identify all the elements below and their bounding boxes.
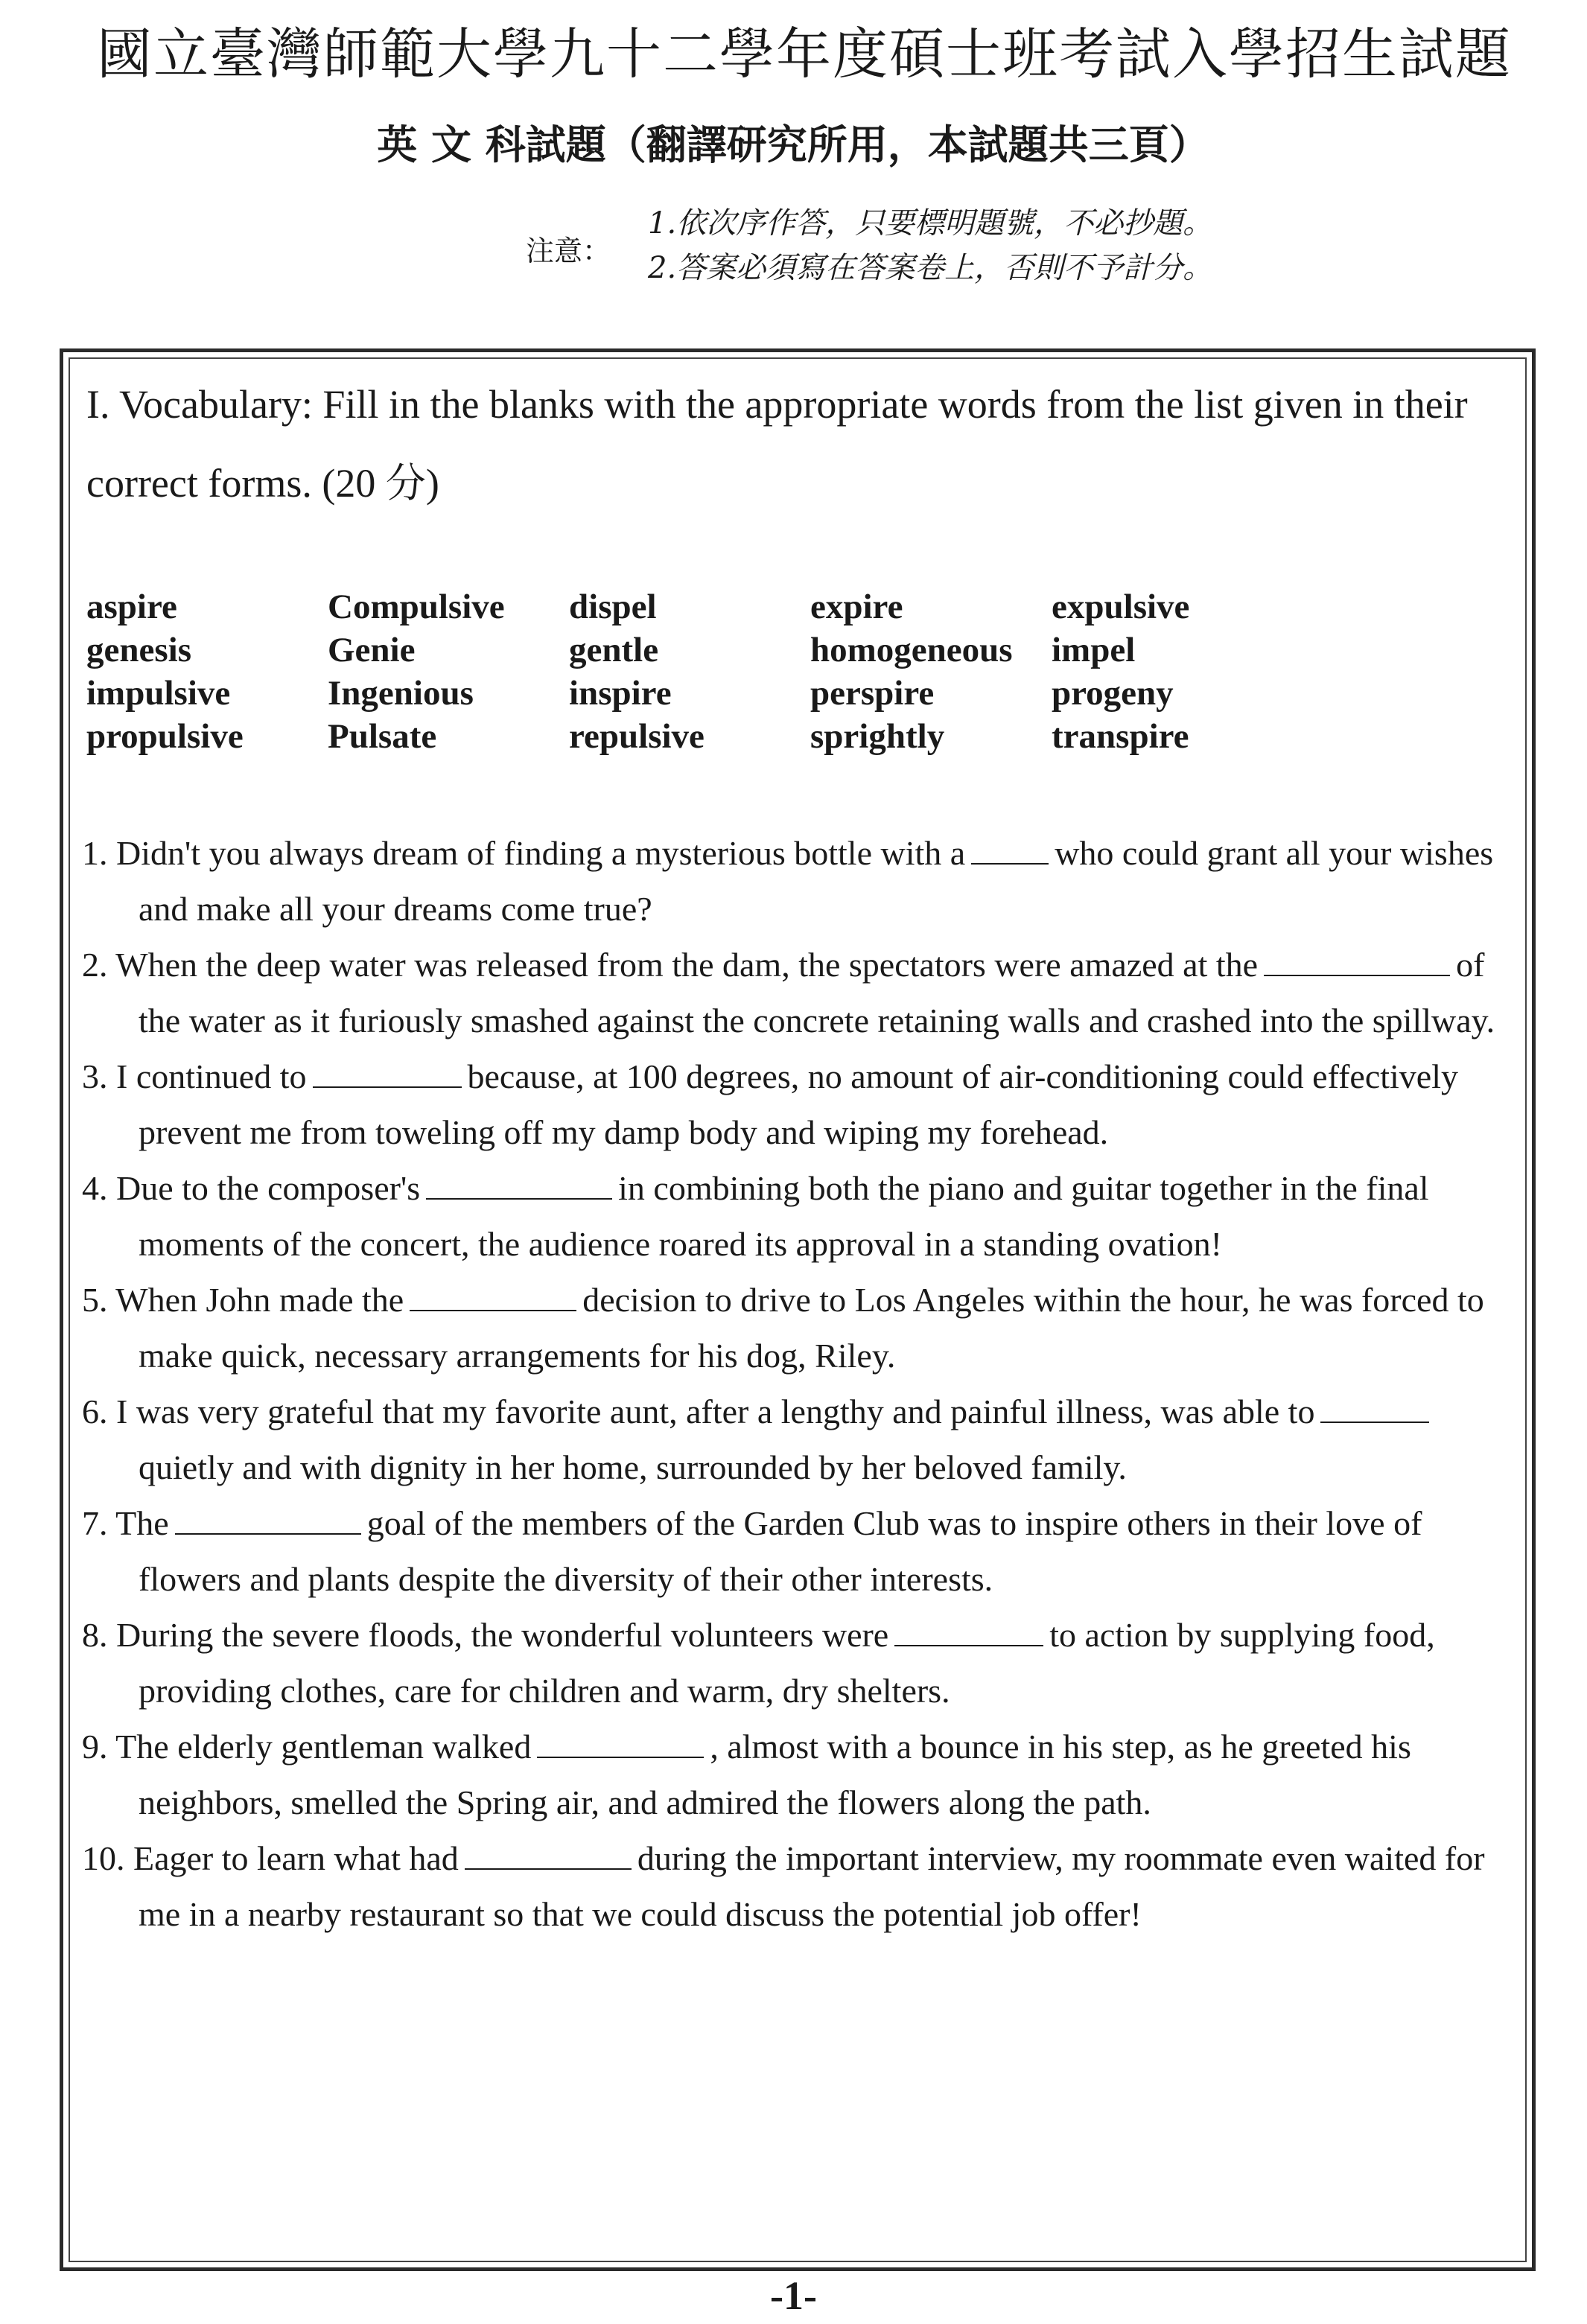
word-bank-row — [86, 672, 1293, 715]
notice-list — [648, 201, 1212, 290]
question-item — [82, 1495, 1504, 1607]
notice-item: 2.答案必須寫在答案卷上，否則不予計分。 — [648, 251, 1213, 285]
word-bank-word: Pulsate — [328, 717, 437, 756]
question-number: 10. — [82, 1839, 125, 1877]
question-item — [82, 937, 1504, 1048]
word-bank-word: propulsive — [86, 717, 244, 756]
question-item — [82, 1272, 1504, 1384]
question-item — [82, 1384, 1504, 1495]
word-bank-row — [86, 715, 1293, 758]
question-number: 5. — [82, 1281, 108, 1319]
exam-subtitle: 英 文 科試題（翻譯研究所用，本試題共三頁） — [377, 121, 1209, 168]
notice-item: 1.依次序作答，只要標明題號，不必抄題。 — [648, 206, 1213, 241]
answer-blank — [426, 1168, 612, 1200]
notice-label: 注意： — [526, 235, 611, 267]
word-bank-word: sprightly — [810, 717, 945, 756]
answer-blank — [175, 1503, 361, 1535]
word-bank-word: aspire — [86, 588, 177, 626]
question-number: 3. — [82, 1057, 108, 1095]
question-text-after: in combining both the piano and guitar together in the final moments of the concert, the audience roared its approval in a standing ovation! — [139, 1169, 1429, 1263]
question-text-after: of the water as it furiously smashed against the concrete retaining walls and crashed into the spillway. — [139, 946, 1495, 1040]
question-number: 9. — [82, 1728, 108, 1766]
question-text-after: during the important interview, my roommate even waited for me in a nearby restaurant so that we could discuss the potential job offer! — [139, 1839, 1485, 1933]
word-bank-word: progeny — [1052, 674, 1174, 713]
answer-blank — [465, 1838, 632, 1870]
question-number: 8. — [82, 1616, 108, 1654]
question-number: 4. — [82, 1169, 108, 1207]
word-bank-word: impel — [1052, 631, 1136, 669]
question-text-after: decision to drive to Los Angeles within the hour, he was forced to make quick, necessary arrangements for his dog, Riley. — [139, 1281, 1484, 1375]
page-number: -1- — [770, 2273, 817, 2318]
question-text-before: During the severe floods, the wonderful volunteers were — [116, 1616, 889, 1654]
question-number: 6. — [82, 1392, 108, 1430]
question-item — [82, 1607, 1504, 1719]
question-number: 7. — [82, 1504, 108, 1542]
word-bank-word: expulsive — [1052, 588, 1190, 626]
question-text-before: When John made the — [115, 1281, 404, 1319]
answer-blank — [410, 1280, 576, 1311]
word-bank-word: Compulsive — [328, 588, 505, 626]
answer-blank — [313, 1057, 462, 1088]
word-bank-word: transpire — [1052, 717, 1189, 756]
question-text-before: The — [115, 1504, 169, 1542]
word-bank-word: Genie — [328, 631, 416, 669]
word-bank-word: inspire — [569, 674, 672, 713]
answer-blank — [537, 1727, 704, 1758]
question-text-before: I continued to — [116, 1057, 307, 1095]
word-bank-row — [86, 585, 1293, 628]
question-item — [82, 1160, 1504, 1272]
question-text-after: , almost with a bounce in his step, as he greeted his neighbors, smelled the Spring air, and admired the flowers along the path. — [139, 1728, 1411, 1821]
word-bank-word: perspire — [810, 674, 935, 713]
question-text-after: quietly and with dignity in her home, surrounded by her beloved family. — [139, 1448, 1127, 1486]
word-bank-word: impulsive — [86, 674, 231, 713]
word-bank-word: expire — [810, 588, 903, 626]
question-text-after: goal of the members of the Garden Club was to inspire others in their love of flowers and plants despite the diversity of their other interests. — [139, 1504, 1422, 1598]
word-bank-word: dispel — [569, 588, 657, 626]
word-bank-row — [86, 628, 1293, 672]
answer-blank — [894, 1615, 1043, 1646]
question-text-before: When the deep water was released from the dam, the spectators were amazed at the — [115, 946, 1259, 984]
answer-blank — [1264, 945, 1450, 976]
word-bank-word: genesis — [86, 631, 191, 669]
question-item — [82, 1048, 1504, 1160]
question-text-after: who could grant all your wishes and make all your dreams come true? — [139, 834, 1494, 928]
word-bank-word: gentle — [569, 631, 659, 669]
question-item — [82, 1830, 1504, 1942]
section-heading: I. Vocabulary: Fill in the blanks with the appropriate words from the list given in their correct forms. (20 分) — [86, 382, 1468, 506]
answer-blank — [1320, 1392, 1429, 1423]
question-text-before: I was very grateful that my favorite aunt, after a lengthy and painful illness, was able to — [116, 1392, 1315, 1430]
word-bank — [86, 585, 1293, 758]
word-bank-word: repulsive — [569, 717, 705, 756]
word-bank-word: homogeneous — [810, 631, 1013, 669]
question-text-before: Due to the composer's — [116, 1169, 421, 1207]
question-list — [82, 825, 1504, 1942]
answer-blank — [971, 833, 1049, 865]
question-number: 2. — [82, 946, 108, 984]
question-text-before: Didn't you always dream of finding a mysterious bottle with a — [116, 834, 966, 872]
word-bank-word: Ingenious — [328, 674, 474, 713]
question-text-before: The elderly gentleman walked — [115, 1728, 532, 1766]
question-item — [82, 825, 1504, 937]
question-item — [82, 1719, 1504, 1830]
exam-title: 國立臺灣師範大學九十二學年度碩士班考試入學招生試題 — [97, 22, 1512, 86]
question-text-after: to action by supplying food, providing clothes, care for children and warm, dry shelters. — [139, 1616, 1435, 1710]
question-text-after: because, at 100 degrees, no amount of air-conditioning could effectively prevent me from toweling off my damp body and wiping my forehead. — [139, 1057, 1458, 1151]
question-number: 1. — [82, 834, 108, 872]
question-text-before: Eager to learn what had — [133, 1839, 459, 1877]
